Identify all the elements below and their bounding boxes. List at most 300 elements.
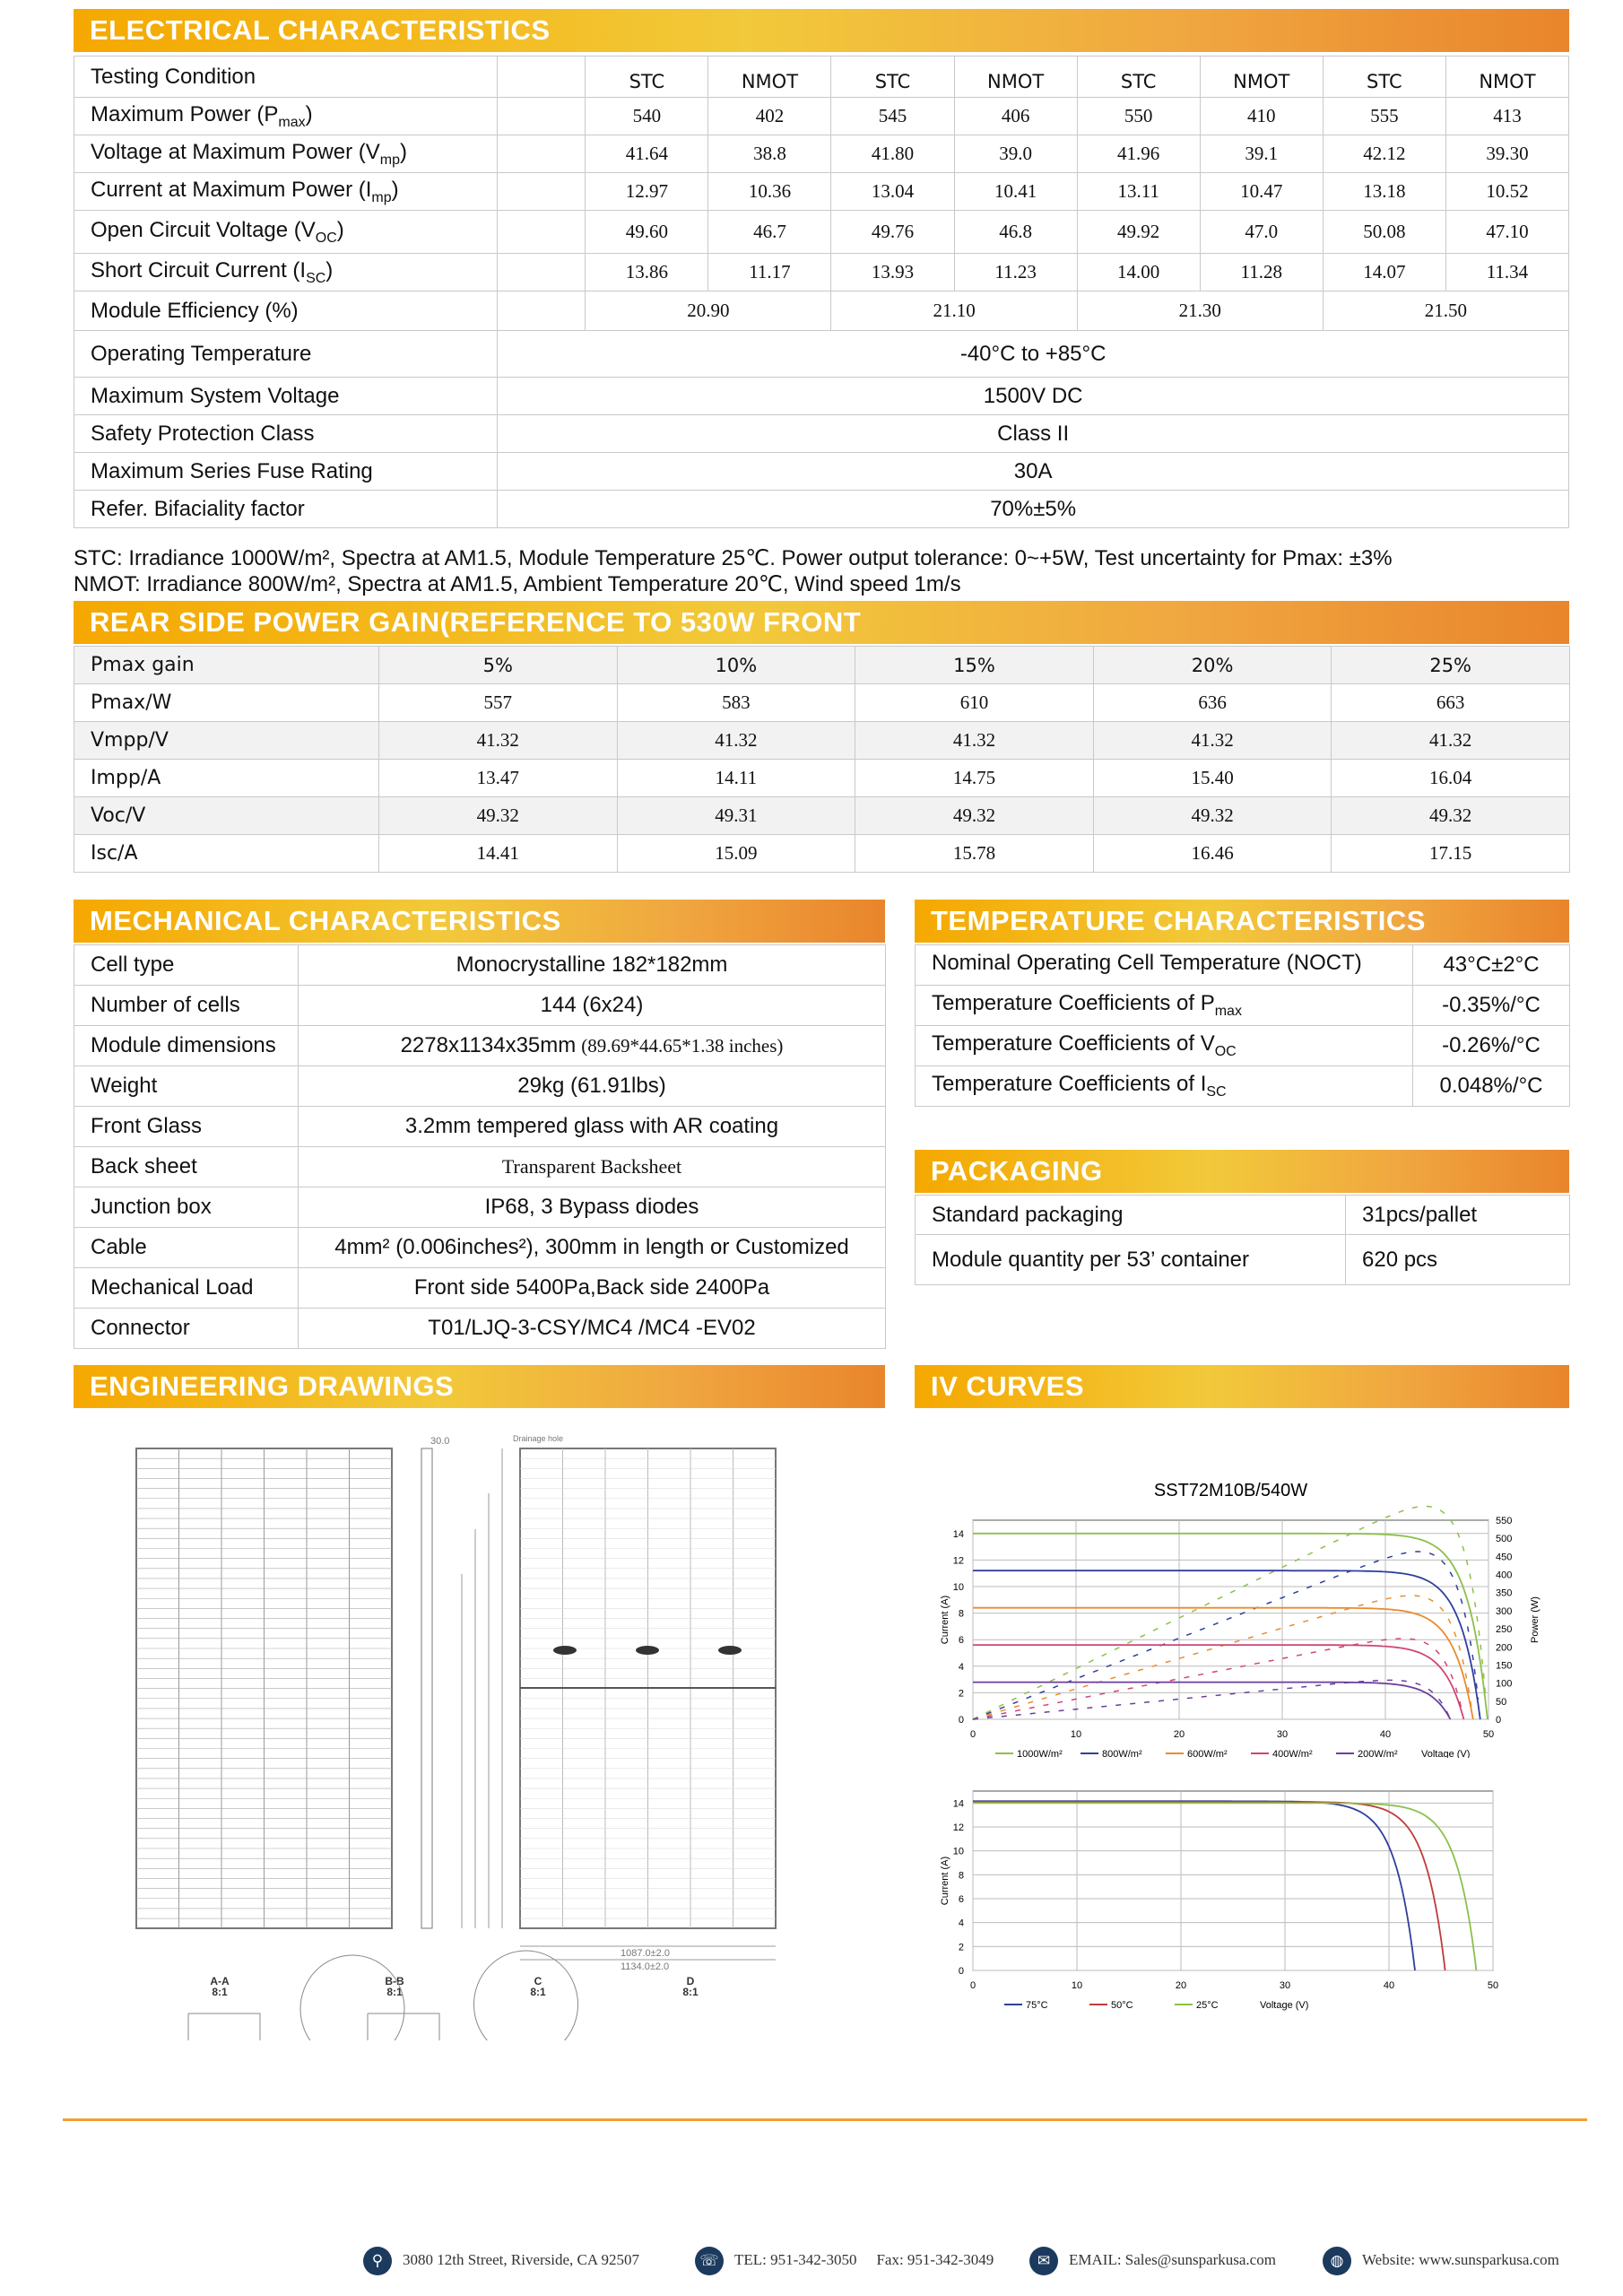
cond-stc: STC: [586, 57, 708, 98]
value-cell: 14.07: [1323, 254, 1445, 291]
value-cell: 545: [831, 98, 954, 135]
rear-value: 14.41: [379, 835, 618, 873]
value-cell: 550: [1077, 98, 1200, 135]
electrical-row: [74, 254, 1569, 291]
electrical-header: [74, 9, 1569, 52]
y-tick-label: 0: [958, 1715, 964, 1726]
rear-value: 49.32: [1332, 797, 1570, 835]
rear-value: 41.32: [1093, 722, 1332, 760]
y-tick-label: 6: [958, 1894, 964, 1905]
mechanical-row: [74, 1309, 886, 1349]
spacer-cell: [498, 98, 586, 135]
fax-text: Fax: 951-342-3049: [876, 2251, 994, 2268]
value-cell: 11.17: [708, 254, 831, 291]
value-cell: 38.8: [708, 135, 831, 173]
legend-label: 75°C: [1026, 2000, 1048, 2011]
rear-value: 15.09: [617, 835, 855, 873]
iv-header: [915, 1365, 1569, 1408]
label-text: Voltage at Maximum Power (V: [91, 139, 380, 164]
value-cell: 49.92: [1077, 211, 1200, 254]
iv-title: IV CURVES: [931, 1370, 1085, 1402]
chart-title: SST72M10B/540W: [1153, 1481, 1308, 1500]
temperature-header: [915, 900, 1569, 943]
x-tick-label: 20: [1175, 1980, 1187, 1991]
section-d: D: [686, 1975, 695, 1987]
temperature-row: [916, 945, 1570, 986]
y-tick-label: 2: [958, 1942, 964, 1953]
section-aa-scale: 8:1: [212, 1986, 228, 1998]
temperature-label: [916, 945, 1413, 986]
temperature-value: 0.048%/°C: [1413, 1066, 1570, 1107]
mechanical-label: Mechanical Load: [74, 1268, 299, 1309]
y-tick-label: 14: [952, 1798, 964, 1810]
rear-value: 14.11: [617, 760, 855, 797]
row-label: [74, 211, 498, 254]
y-axis-label: Current (A): [940, 1856, 950, 1906]
plot-frame: [973, 1520, 1488, 1719]
value-cell: 47.10: [1445, 211, 1568, 254]
electrical-table: [74, 56, 1569, 528]
y2-tick-label: 400: [1496, 1570, 1513, 1581]
value-cell: 540: [586, 98, 708, 135]
mechanical-row: [74, 1026, 886, 1066]
x-tick-label: 20: [1173, 1729, 1185, 1740]
x-tick-label: 40: [1379, 1729, 1392, 1740]
cond-nmot: NMOT: [708, 57, 831, 98]
y2-tick-label: 0: [1496, 1715, 1502, 1726]
mechanical-value: [299, 1268, 886, 1309]
temperature-table: [915, 944, 1570, 1107]
mechanical-label: Junction box: [74, 1187, 299, 1228]
rear-value: 49.32: [1093, 797, 1332, 835]
x-tick-label: 0: [969, 1980, 976, 1991]
row-label: [74, 135, 498, 173]
y2-tick-label: 350: [1496, 1587, 1513, 1599]
general-value: 30A: [498, 453, 1569, 491]
value-cell: 39.30: [1445, 135, 1568, 173]
value-cell: 555: [1323, 98, 1445, 135]
rear-label: Impp/A: [74, 760, 379, 797]
value-cell: 46.7: [708, 211, 831, 254]
mechanical-value: [299, 1228, 886, 1268]
y2-tick-label: 500: [1496, 1534, 1513, 1545]
value-cell: 13.18: [1323, 173, 1445, 211]
mechanical-value: [299, 1107, 886, 1147]
email-text[interactable]: EMAIL: Sales@sunsparkusa.com: [1069, 2251, 1276, 2268]
rear-label: Isc/A: [74, 835, 379, 873]
legend-label: 25°C: [1196, 2000, 1219, 2011]
rear-value: 41.32: [617, 722, 855, 760]
y2-tick-label: 300: [1496, 1605, 1513, 1617]
rear-value: 610: [855, 684, 1094, 722]
temperature-row: [916, 1026, 1570, 1066]
y2-tick-label: 250: [1496, 1624, 1513, 1636]
x-tick-label: 30: [1279, 1980, 1291, 1991]
rear-value: 636: [1093, 684, 1332, 722]
legend-label: 800W/m²: [1102, 1749, 1142, 1758]
y2-tick-label: 50: [1496, 1696, 1507, 1708]
module-side-view: [421, 1436, 449, 1928]
rear-value: 15%: [855, 647, 1094, 684]
rear-value: 41.32: [855, 722, 1094, 760]
rear-title: REAR SIDE POWER GAIN(REFERENCE TO 530W FRONT: [90, 606, 862, 638]
dim-w2: 1134.0±2.0: [621, 1961, 670, 1972]
label-sub: mp: [379, 152, 401, 168]
general-value: Class II: [498, 415, 1569, 453]
legend-label: 200W/m²: [1358, 1749, 1398, 1758]
label-text: Open Circuit Voltage (V: [91, 217, 316, 242]
rear-value: 583: [617, 684, 855, 722]
mechanical-value-text: Monocrystalline 182*182mm: [456, 952, 728, 977]
mechanical-value: [299, 945, 886, 986]
rear-value: 663: [1332, 684, 1570, 722]
dim-top: 30.0: [430, 1436, 450, 1447]
y2-tick-label: 450: [1496, 1552, 1513, 1563]
rear-value: 25%: [1332, 647, 1570, 684]
mechanical-label: Cable: [74, 1228, 299, 1268]
mechanical-row: [74, 1107, 886, 1147]
efficiency-value: 21.30: [1077, 291, 1323, 331]
rear-header: [74, 601, 1569, 644]
x-axis-label: Voltage (V): [1421, 1749, 1471, 1758]
rear-value: 41.32: [1332, 722, 1570, 760]
rear-value: 15.78: [855, 835, 1094, 873]
y-tick-label: 14: [952, 1528, 964, 1540]
rear-value: 49.32: [379, 797, 618, 835]
value-cell: 14.00: [1077, 254, 1200, 291]
value-cell: 12.97: [586, 173, 708, 211]
y-tick-label: 0: [958, 1966, 964, 1977]
efficiency-value: 21.10: [831, 291, 1077, 331]
rear-value: 49.32: [855, 797, 1094, 835]
section-c-scale: 8:1: [530, 1986, 546, 1998]
spacer-cell: [498, 57, 586, 98]
x-tick-label: 10: [1071, 1980, 1083, 1991]
value-cell: 46.8: [954, 211, 1077, 254]
engineering-drawing: [117, 1422, 798, 2040]
value-cell: 41.80: [831, 135, 954, 173]
general-row: [74, 331, 1569, 378]
label-text: Maximum Power (P: [91, 101, 279, 126]
label-sub: mp: [371, 189, 392, 205]
website-text[interactable]: Website: www.sunsparkusa.com: [1362, 2251, 1559, 2268]
y2-tick-label: 200: [1496, 1642, 1513, 1654]
temperature-row: [916, 1066, 1570, 1107]
section-details: [188, 1975, 699, 2040]
junction-box-3: [718, 1646, 742, 1655]
rear-label: Pmax gain: [74, 647, 379, 684]
packaging-row: [916, 1196, 1570, 1235]
label-sub: SC: [1206, 1083, 1227, 1100]
label-text: Current at Maximum Power (I: [91, 177, 372, 202]
packaging-value: 31pcs/pallet: [1346, 1196, 1570, 1235]
mechanical-value: [299, 1026, 886, 1066]
value-cell: 11.28: [1200, 254, 1323, 291]
mechanical-row: [74, 1066, 886, 1107]
mechanical-value-text: 144 (6x24): [540, 993, 644, 1017]
legend-label: 600W/m²: [1187, 1749, 1228, 1758]
label-text: Temperature Coefficients of P: [932, 991, 1215, 1016]
rear-row: [74, 722, 1570, 760]
general-label: Maximum Series Fuse Rating: [74, 453, 498, 491]
general-label: Refer. Bifaciality factor: [74, 491, 498, 528]
packaging-table: [915, 1195, 1570, 1285]
mechanical-row: [74, 1228, 886, 1268]
mechanical-row: [74, 1147, 886, 1187]
spacer-cell: [498, 291, 586, 331]
general-row: [74, 378, 1569, 415]
rear-value: 16.04: [1332, 760, 1570, 797]
rear-value: 557: [379, 684, 618, 722]
footer: [0, 2242, 1623, 2278]
label-text: Temperature Coefficients of I: [932, 1072, 1207, 1097]
value-cell: 10.36: [708, 173, 831, 211]
mechanical-label: Back sheet: [74, 1147, 299, 1187]
iv-curve-series: [973, 1608, 1473, 1719]
value-cell: 406: [954, 98, 1077, 135]
x-tick-label: 10: [1070, 1729, 1082, 1740]
legend-label: 1000W/m²: [1017, 1749, 1063, 1758]
footer-email[interactable]: [1029, 2242, 1276, 2278]
value-cell: 42.12: [1323, 135, 1445, 173]
value-cell: 11.23: [954, 254, 1077, 291]
y-tick-label: 10: [952, 1846, 964, 1857]
spacer-cell: [498, 254, 586, 291]
iv-chart-irradiance: [924, 1471, 1551, 1758]
footer-website[interactable]: [1323, 2242, 1559, 2278]
rear-label: Vmpp/V: [74, 722, 379, 760]
label-sub: max: [1214, 1003, 1242, 1019]
efficiency-row: [74, 291, 1569, 331]
y2-tick-label: 550: [1496, 1516, 1513, 1526]
rear-value: 10%: [617, 647, 855, 684]
x-tick-label: 50: [1482, 1729, 1495, 1740]
mechanical-value-text: T01/LJQ-3-CSY/MC4 /MC4 -EV02: [428, 1316, 756, 1340]
mechanical-value-text: Transparent Backsheet: [501, 1155, 682, 1178]
mechanical-label: Number of cells: [74, 986, 299, 1026]
value-cell: 50.08: [1323, 211, 1445, 254]
value-cell: 49.60: [586, 211, 708, 254]
y-tick-label: 2: [958, 1688, 964, 1700]
x-tick-label: 30: [1276, 1729, 1289, 1740]
module-back-view: [462, 1434, 776, 1972]
drawings-title: ENGINEERING DRAWINGS: [90, 1370, 455, 1402]
label-sub: OC: [1214, 1043, 1237, 1059]
junction-box-2: [636, 1646, 659, 1655]
temperature-value: -0.26%/°C: [1413, 1026, 1570, 1066]
packaging-label: Standard packaging: [916, 1196, 1346, 1235]
section-bb-scale: 8:1: [386, 1986, 403, 1998]
rear-row: [74, 835, 1570, 873]
rear-row: [74, 647, 1570, 684]
section-aa: A-A: [210, 1975, 230, 1987]
y-axis-label: Current (A): [940, 1595, 950, 1645]
drainage-label: Drainage hole: [513, 1434, 564, 1443]
rear-value: 5%: [379, 647, 618, 684]
value-cell: 10.52: [1445, 173, 1568, 211]
module-front-view: [136, 1448, 392, 1928]
rear-row: [74, 760, 1570, 797]
general-row: [74, 453, 1569, 491]
iv-curve-series: [973, 1534, 1488, 1719]
mechanical-row: [74, 1268, 886, 1309]
detail-circle: [474, 1951, 578, 2040]
legend-label: 50°C: [1111, 2000, 1133, 2011]
y-tick-label: 12: [952, 1555, 964, 1567]
power-curve-series: [973, 1552, 1479, 1719]
rear-table: [74, 646, 1570, 873]
packaging-label: Module quantity per 53’ container: [916, 1235, 1346, 1285]
plot-frame: [973, 1791, 1493, 1970]
footer-rule: [63, 2118, 1587, 2121]
label-sub: SC: [306, 270, 326, 286]
temperature-title: TEMPERATURE CHARACTERISTICS: [931, 905, 1426, 936]
y-tick-label: 8: [958, 1608, 964, 1620]
value-cell: 39.0: [954, 135, 1077, 173]
cond-stc: STC: [831, 57, 954, 98]
electrical-row: [74, 211, 1569, 254]
tel-text: TEL: 951-342-3050: [734, 2251, 857, 2268]
mechanical-row: [74, 945, 886, 986]
location-pin-icon: ⚲: [363, 2247, 392, 2275]
spacer-cell: [498, 211, 586, 254]
packaging-header: [915, 1150, 1569, 1193]
y-tick-label: 10: [952, 1582, 964, 1593]
electrical-title: ELECTRICAL CHARACTERISTICS: [90, 14, 551, 46]
temperature-value: 43°C±2°C: [1413, 945, 1570, 986]
value-cell: 11.34: [1445, 254, 1568, 291]
temperature-value: -0.35%/°C: [1413, 986, 1570, 1026]
stc-note: STC: Irradiance 1000W/m², Spectra at AM1.5, Module Temperature 25℃. Power output tolerance: 0~+5W, Test uncertainty for Pmax: ±3%: [74, 546, 1393, 570]
y-tick-label: 8: [958, 1870, 964, 1882]
value-cell: 413: [1445, 98, 1568, 135]
electrical-row: [74, 98, 1569, 135]
efficiency-value: 21.50: [1323, 291, 1568, 331]
packaging-title: PACKAGING: [931, 1155, 1103, 1187]
y-tick-label: 12: [952, 1822, 964, 1833]
row-label: [74, 98, 498, 135]
y-tick-label: 6: [958, 1635, 964, 1647]
electrical-row: [74, 135, 1569, 173]
rear-label: Pmax/W: [74, 684, 379, 722]
value-cell: 10.41: [954, 173, 1077, 211]
rear-label: Voc/V: [74, 797, 379, 835]
mechanical-value-text: 3.2mm tempered glass with AR coating: [404, 1114, 779, 1138]
row-label: [74, 254, 498, 291]
mechanical-label: Module dimensions: [74, 1026, 299, 1066]
general-label: Operating Temperature: [74, 331, 498, 378]
rear-value: 14.75: [855, 760, 1094, 797]
mechanical-table: [74, 944, 886, 1349]
packaging-value: 620 pcs: [1346, 1235, 1570, 1285]
rear-value: 20%: [1093, 647, 1332, 684]
mechanical-value-text: 4mm² (0.006inches²), 300mm in length or Customized: [334, 1235, 849, 1259]
packaging-row: [916, 1235, 1570, 1285]
address-text: 3080 12th Street, Riverside, CA 92507: [403, 2251, 639, 2268]
general-label: Safety Protection Class: [74, 415, 498, 453]
general-value: 70%±5%: [498, 491, 1569, 528]
section-c: C: [534, 1975, 542, 1987]
rear-value: 41.32: [379, 722, 618, 760]
cond-nmot: NMOT: [954, 57, 1077, 98]
rear-row: [74, 797, 1570, 835]
label-sub: OC: [315, 230, 337, 246]
y2-tick-label: 100: [1496, 1678, 1513, 1690]
y2-tick-label: 150: [1496, 1660, 1513, 1672]
mechanical-label: Weight: [74, 1066, 299, 1107]
cond-nmot: NMOT: [1200, 57, 1323, 98]
value-cell: 13.04: [831, 173, 954, 211]
cond-nmot: NMOT: [1445, 57, 1568, 98]
mechanical-value: [299, 1187, 886, 1228]
efficiency-label: Module Efficiency (%): [74, 291, 498, 331]
label-tail: ): [305, 101, 313, 126]
row-label: [74, 173, 498, 211]
value-cell: 41.96: [1077, 135, 1200, 173]
value-cell: 13.93: [831, 254, 954, 291]
temperature-label: [916, 986, 1413, 1026]
mechanical-value-extra: (89.69*44.65*1.38 inches): [581, 1035, 784, 1057]
email-icon: ✉: [1029, 2247, 1058, 2275]
x-tick-label: 40: [1383, 1980, 1395, 1991]
general-row: [74, 491, 1569, 528]
x-axis-label: Voltage (V): [1260, 2000, 1309, 2011]
temperature-row: [916, 986, 1570, 1026]
x-tick-label: 50: [1487, 1980, 1499, 1991]
temperature-label: [916, 1026, 1413, 1066]
value-cell: 49.76: [831, 211, 954, 254]
mechanical-value-text: 2278x1134x35mm: [400, 1033, 577, 1057]
value-cell: 47.0: [1200, 211, 1323, 254]
y-tick-label: 4: [958, 1918, 964, 1929]
spacer-cell: [498, 135, 586, 173]
y-tick-label: 4: [958, 1661, 964, 1673]
drawings-header: [74, 1365, 885, 1408]
mechanical-label: Cell type: [74, 945, 299, 986]
power-curve-series: [973, 1680, 1450, 1719]
phone-icon: ☏: [695, 2247, 724, 2275]
rear-value: 16.46: [1093, 835, 1332, 873]
section-d-scale: 8:1: [682, 1986, 699, 1998]
mechanical-label: Connector: [74, 1309, 299, 1349]
general-value: 1500V DC: [498, 378, 1569, 415]
temperature-label: [916, 1066, 1413, 1107]
mechanical-value: [299, 1309, 886, 1349]
mechanical-value-text: Front side 5400Pa,Back side 2400Pa: [413, 1275, 770, 1300]
legend-label: 400W/m²: [1272, 1749, 1313, 1758]
label-text: Nominal Operating Cell Temperature (NOCT): [932, 951, 1362, 976]
label-tail: ): [336, 217, 344, 242]
value-cell: 410: [1200, 98, 1323, 135]
x-tick-label: 0: [969, 1729, 976, 1740]
mechanical-value: [299, 986, 886, 1026]
label-tail: ): [325, 257, 334, 283]
mechanical-row: [74, 986, 886, 1026]
rear-value: 49.31: [617, 797, 855, 835]
rear-value: 17.15: [1332, 835, 1570, 873]
rear-value: 15.40: [1093, 760, 1332, 797]
cond-stc: STC: [1077, 57, 1200, 98]
mechanical-title: MECHANICAL CHARACTERISTICS: [90, 905, 561, 936]
power-curve-series: [973, 1639, 1462, 1719]
nmot-note: NMOT: Irradiance 800W/m², Spectra at AM1.5, Ambient Temperature 20℃, Wind speed 1m/s: [74, 572, 961, 596]
value-cell: 13.86: [586, 254, 708, 291]
power-curve-series: [973, 1596, 1473, 1719]
value-cell: 402: [708, 98, 831, 135]
label-text: Temperature Coefficients of V: [932, 1031, 1215, 1057]
value-cell: 39.1: [1200, 135, 1323, 173]
label-text: Short Circuit Current (I: [91, 257, 307, 283]
